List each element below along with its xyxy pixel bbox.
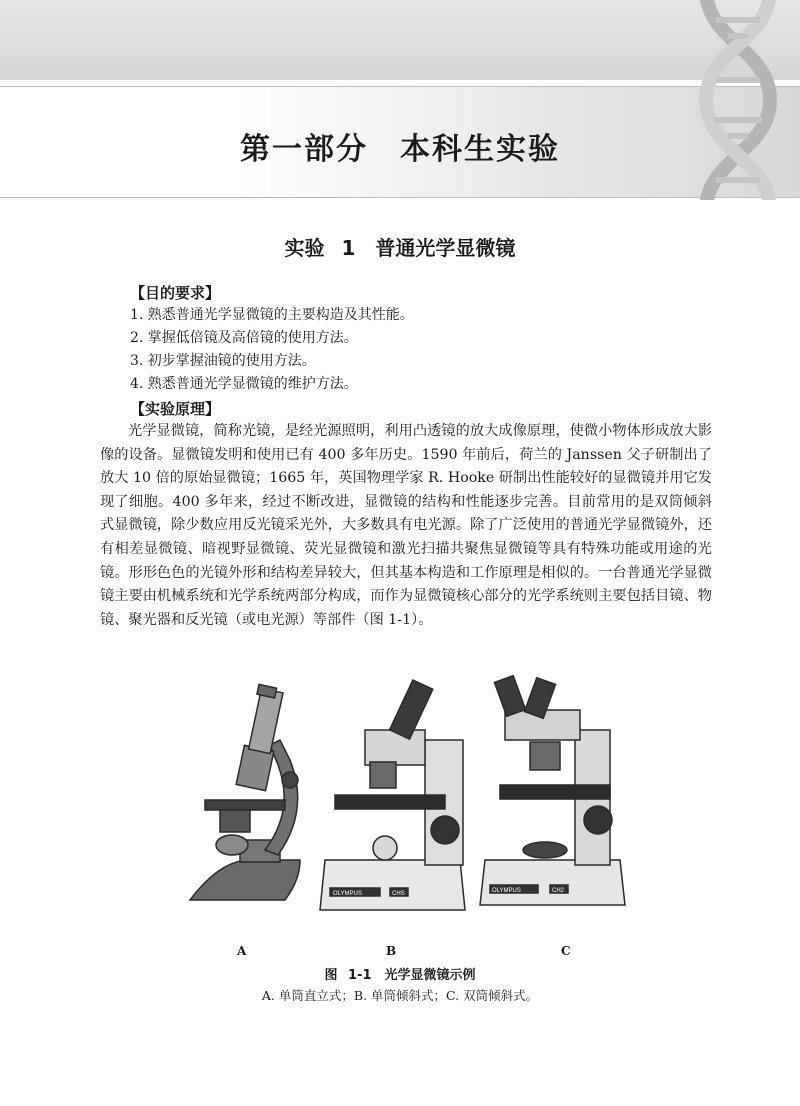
list-item: 1. 熟悉普通光学显微镜的主要构造及其性能。: [130, 307, 414, 323]
part-title: 第一部分 本科生实验: [240, 132, 560, 167]
principle-heading: 【实验原理】: [130, 400, 221, 418]
list-item: 4. 熟悉普通光学显微镜的维护方法。: [130, 376, 358, 392]
figure-label-a: A: [237, 944, 247, 958]
dna-helix-icon: [676, 0, 800, 200]
microscope-figure: [170, 670, 650, 930]
experiment-title: 实验 1 普通光学显微镜: [284, 236, 516, 260]
objectives-heading: 【目的要求】: [130, 284, 221, 302]
list-item: 3. 初步掌握油镜的使用方法。: [130, 353, 316, 369]
principle-paragraph: 光学显微镜，简称光镜，是经光源照明，利用凸透镜的放大成像原理，使微小物体形成放大影像的设备。显微镜发明和使用已有 400 多年历史。1590 年前后，荷兰的 Janssen 父子研制出了放大 10 倍的原始显微镜；1665 年，英国物理学家 R. Hooke 研制出性能较好的显微镜并用它发现了细胞。400 多年来，经过不断改进，显微镜的结构和性能逐步完善。目前常用的是双筒倾斜式显微镜，除少数应用反光镜采光外，大多数具有电光源。除了广泛使用的普通光学显微镜外，还有相差显微镜、暗视野显微镜、荧光显微镜和激光扫描共聚焦显微镜等具有特殊功能或用途的光镜。形形色色的光镜外形和结构差异较大，但其基本构造和工作原理是相似的。一台普通光学显微镜主要由机械系统和光学系统两部分构成，而作为显微镜核心部分的光学系统则主要包括目镜、物镜、聚光器和反光镜（或电光源）等部件（图 1-1）。: [100, 423, 712, 628]
model-label: CH2: [552, 888, 565, 894]
figure-label-c: C: [561, 944, 571, 958]
microscope-c-image: [480, 676, 625, 905]
figure-caption-detail: A. 单筒直立式；B. 单筒倾斜式；C. 双筒倾斜式。: [261, 988, 539, 1003]
objectives-list: [130, 304, 414, 396]
figure-caption: 图 1-1 光学显微镜示例: [324, 968, 476, 983]
microscope-b-image: [320, 680, 465, 910]
brand-label: OLYMPUS: [492, 888, 521, 894]
microscope-a-image: [190, 684, 300, 900]
list-item: 2. 掌握低倍镜及高倍镜的使用方法。: [130, 330, 358, 346]
brand-label: OLYMPUS: [333, 891, 362, 897]
model-label: CHS: [392, 891, 405, 897]
figure-label-b: B: [386, 944, 397, 958]
